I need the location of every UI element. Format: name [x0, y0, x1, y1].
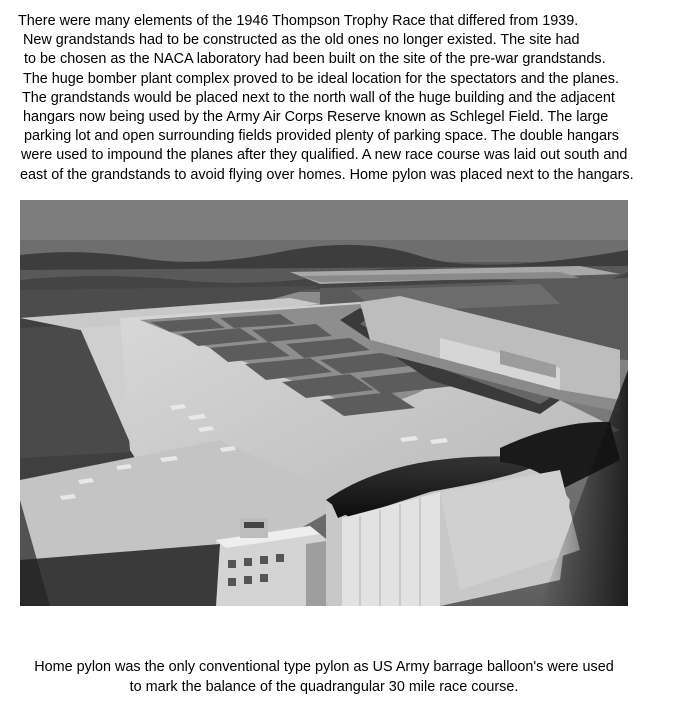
intro-line: There were many elements of the 1946 Thompson Trophy Race that differed from 1939.: [18, 13, 579, 29]
photo-caption: [0, 658, 648, 697]
intro-line: east of the grandstands to avoid flying over homes. Home pylon was placed next to the hangars.: [20, 166, 634, 183]
intro-paragraph: [18, 12, 683, 185]
intro-line: to be chosen as the NACA laboratory had been built on the site of the pre-war grandstands.: [24, 51, 606, 68]
aerial-photo-airfield: [20, 200, 628, 606]
caption-line: Home pylon was the only conventional type pylon as US Army barrage balloon's were used: [34, 659, 614, 675]
intro-line: hangars now being used by the Army Air Corps Reserve known as Schlegel Field. The large: [23, 109, 609, 126]
intro-line: were used to impound the planes after they qualified. A new race course was laid out south and: [21, 147, 628, 164]
intro-line: The huge bomber plant complex proved to be ideal location for the spectators and the planes.: [23, 70, 619, 87]
caption-line: to mark the balance of the quadrangular 30 mile race course.: [129, 678, 519, 695]
intro-line: New grandstands had to be constructed as the old ones no longer existed. The site had: [23, 32, 580, 49]
intro-line: parking lot and open surrounding fields provided plenty of parking space. The double hangars: [24, 128, 619, 145]
intro-line: The grandstands would be placed next to the north wall of the huge building and the adjacent: [22, 89, 615, 106]
